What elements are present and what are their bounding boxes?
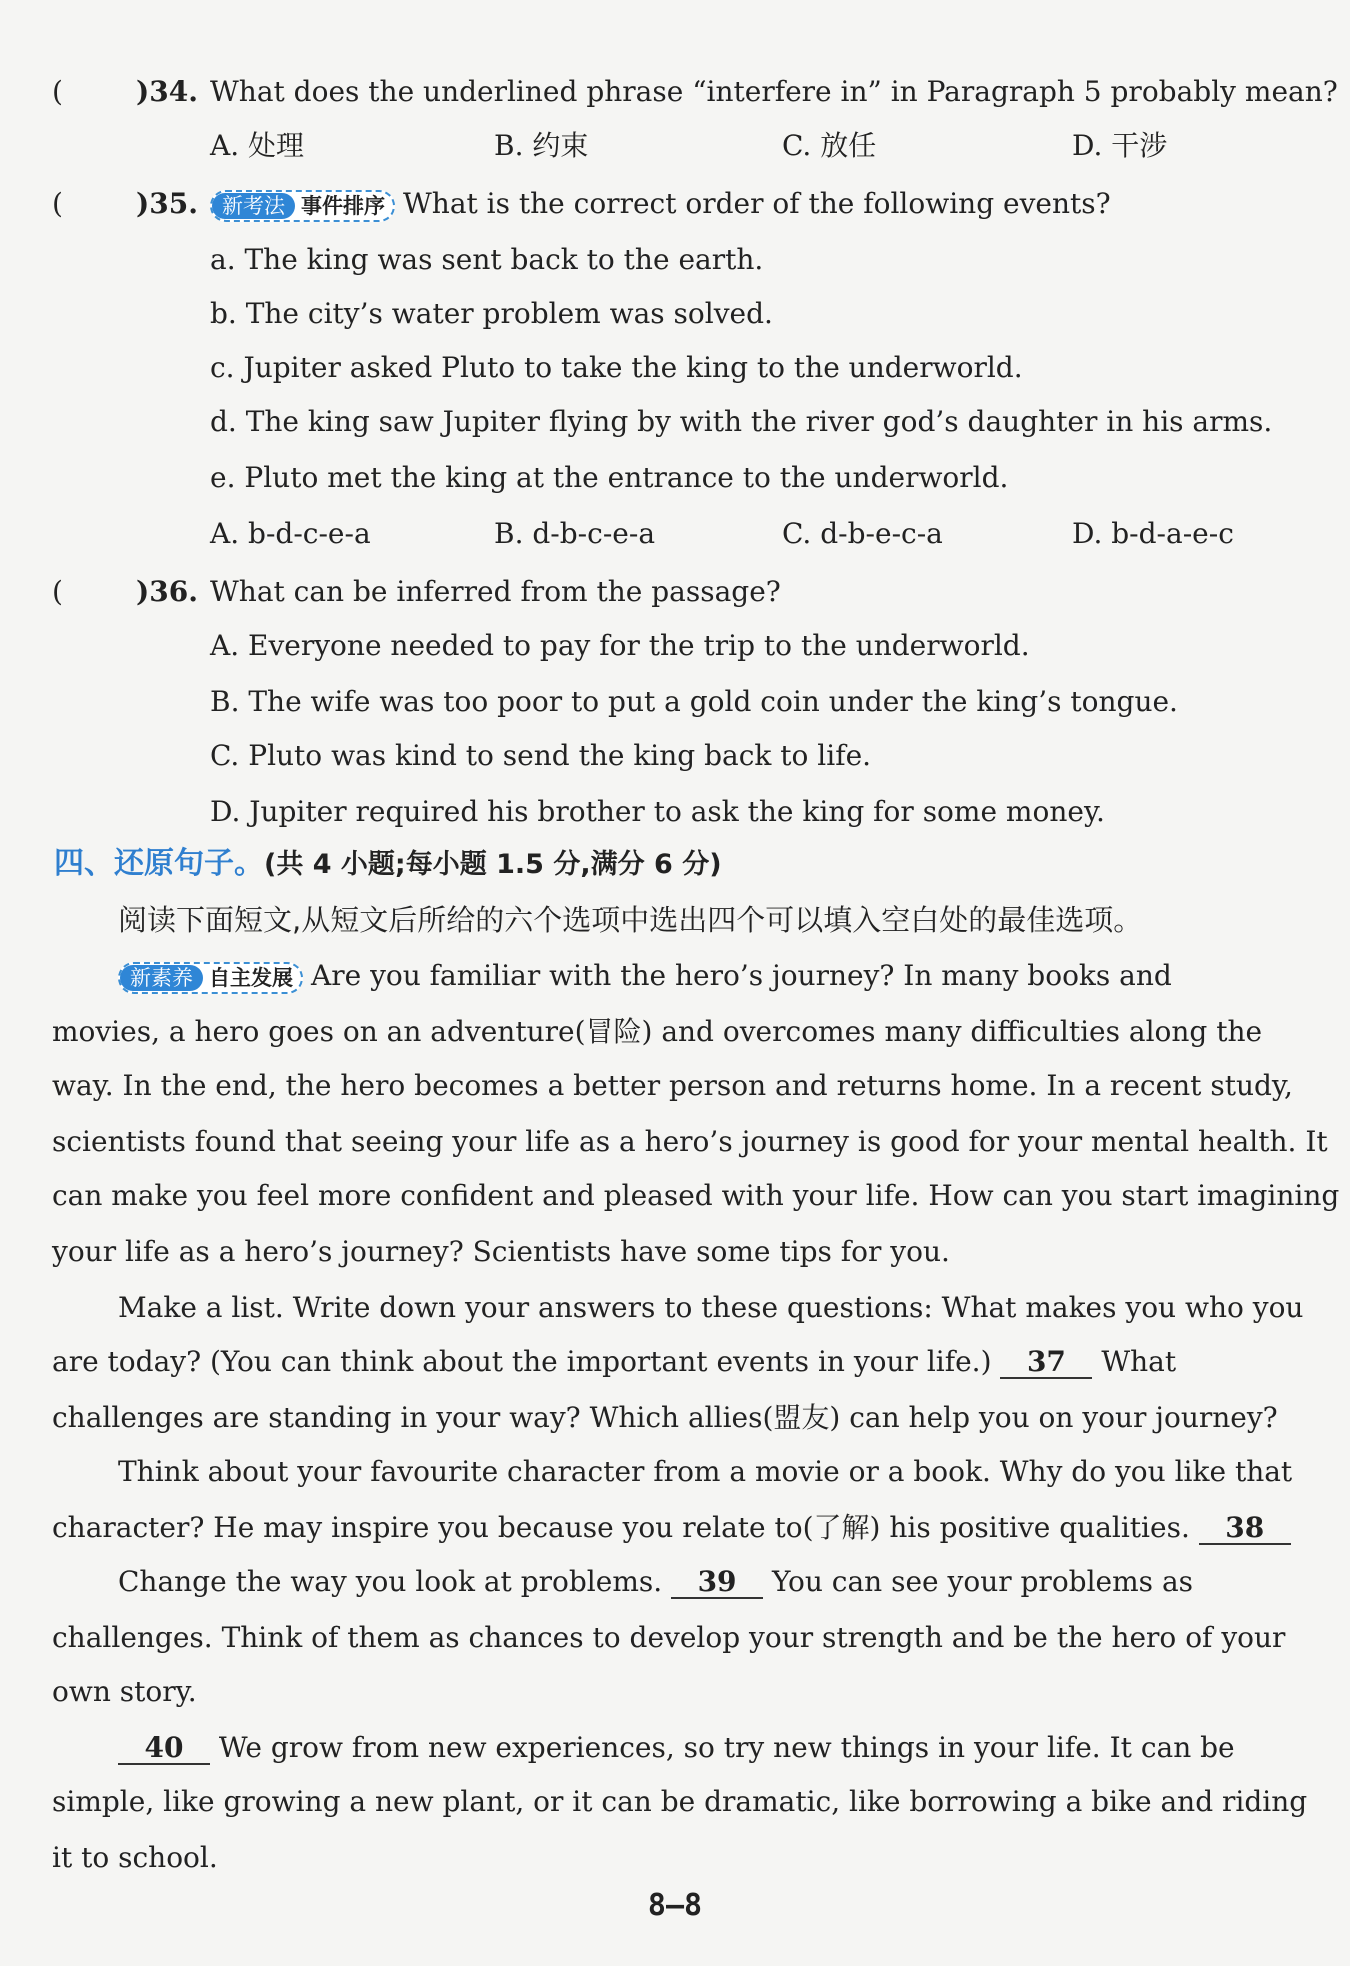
section-heading: 四、还原句子。 bbox=[54, 846, 264, 881]
question-stem: What can be inferred from the passage? bbox=[210, 575, 781, 608]
passage-line: character? He may inspire you because you relate to(了解) his positive qualities. 38 bbox=[52, 1508, 1291, 1548]
answer-paren[interactable]: ( bbox=[52, 75, 63, 108]
passage-line: can make you feel more confident and pleased with your life. How can you start imagining bbox=[52, 1179, 1340, 1212]
option-d: D. b-d-a-e-c bbox=[1072, 517, 1234, 550]
option-a: A. 处理 bbox=[210, 129, 305, 162]
passage-line: Make a list. Write down your answers to these questions: What makes you who you bbox=[118, 1291, 1304, 1324]
question-stem: What is the correct order of the following events? bbox=[403, 187, 1111, 220]
passage-line: are today? (You can think about the important events in your life.) 37 What bbox=[52, 1345, 1177, 1378]
answer-paren[interactable]: ( bbox=[52, 187, 63, 220]
passage-line: scientists found that seeing your life as a hero’s journey is good for your mental health. It bbox=[52, 1125, 1328, 1158]
answer-paren[interactable]: ( bbox=[52, 575, 63, 608]
tag-sublabel: 自主发展 bbox=[209, 965, 293, 990]
passage-line: 40 We grow from new experiences, so try new things in your life. It can be bbox=[118, 1728, 1235, 1768]
tag-sublabel: 事件排序 bbox=[301, 193, 385, 218]
blank-40[interactable]: 40 bbox=[118, 1733, 210, 1765]
passage-line: challenges. Think of them as chances to develop your strength and be the hero of your bbox=[52, 1621, 1286, 1654]
question-number: )35. bbox=[136, 187, 198, 220]
question-number: )34. bbox=[136, 75, 198, 108]
option-d: D. 干涉 bbox=[1072, 129, 1168, 162]
passage-line: way. In the end, the hero becomes a better person and returns home. In a recent study, bbox=[52, 1069, 1293, 1102]
tag-label: 新素养 bbox=[120, 965, 203, 991]
option-b: B. d-b-c-e-a bbox=[494, 517, 656, 550]
question-number: )36. bbox=[136, 575, 198, 608]
passage-line: simple, like growing a new plant, or it can be dramatic, like borrowing a bike and riding bbox=[52, 1785, 1308, 1818]
passage-line: Change the way you look at problems. 39 You can see your problems as bbox=[118, 1565, 1194, 1598]
passage-line: own story. bbox=[52, 1675, 197, 1708]
option-c: C. 放任 bbox=[782, 129, 877, 162]
event-c: c. Jupiter asked Pluto to take the king to the underworld. bbox=[210, 351, 1023, 384]
question-stem-row bbox=[210, 184, 1111, 224]
event-b: b. The city’s water problem was solved. bbox=[210, 297, 773, 330]
option-d: D. Jupiter required his brother to ask the king for some money. bbox=[210, 795, 1105, 828]
event-e: e. Pluto met the king at the entrance to the underworld. bbox=[210, 461, 1009, 494]
blank-37[interactable]: 37 bbox=[1000, 1347, 1092, 1379]
option-c: C. Pluto was kind to send the king back to life. bbox=[210, 739, 872, 772]
passage-line: 新素养 自主发展 Are you familiar with the hero’s journey? In many books and bbox=[118, 956, 1172, 996]
question-stem: What does the underlined phrase “interfere in” in Paragraph 5 probably mean? bbox=[210, 75, 1338, 108]
event-a: a. The king was sent back to the earth. bbox=[210, 243, 764, 276]
blank-38[interactable]: 38 bbox=[1199, 1513, 1291, 1545]
option-a: A. Everyone needed to pay for the trip to the underworld. bbox=[210, 629, 1030, 662]
passage-line: movies, a hero goes on an adventure(冒险) and overcomes many difficulties along the bbox=[52, 1015, 1263, 1048]
blank-39[interactable]: 39 bbox=[671, 1567, 763, 1599]
new-literacy-tag bbox=[118, 962, 303, 994]
section-instruction: 阅读下面短文,从短文后所给的六个选项中选出四个可以填入空白处的最佳选项。 bbox=[118, 903, 1143, 937]
new-exam-tag bbox=[210, 190, 395, 222]
passage-line: Think about your favourite character from a movie or a book. Why do you like that bbox=[118, 1455, 1293, 1488]
section-title bbox=[54, 842, 722, 887]
section-score-note: (共 4 小题;每小题 1.5 分,满分 6 分) bbox=[264, 849, 722, 880]
page-number: 8—8 bbox=[647, 1888, 703, 1923]
tag-label: 新考法 bbox=[212, 193, 295, 219]
option-b: B. 约束 bbox=[494, 129, 589, 162]
option-c: C. d-b-e-c-a bbox=[782, 517, 943, 550]
passage-line: it to school. bbox=[52, 1841, 218, 1874]
passage-line: challenges are standing in your way? Which allies(盟友) can help you on your journey? bbox=[52, 1401, 1278, 1434]
passage-line: your life as a hero’s journey? Scientists have some tips for you. bbox=[52, 1235, 950, 1268]
option-b: B. The wife was too poor to put a gold coin under the king’s tongue. bbox=[210, 685, 1178, 718]
option-a: A. b-d-c-e-a bbox=[210, 517, 371, 550]
event-d: d. The king saw Jupiter flying by with the river god’s daughter in his arms. bbox=[210, 405, 1273, 438]
